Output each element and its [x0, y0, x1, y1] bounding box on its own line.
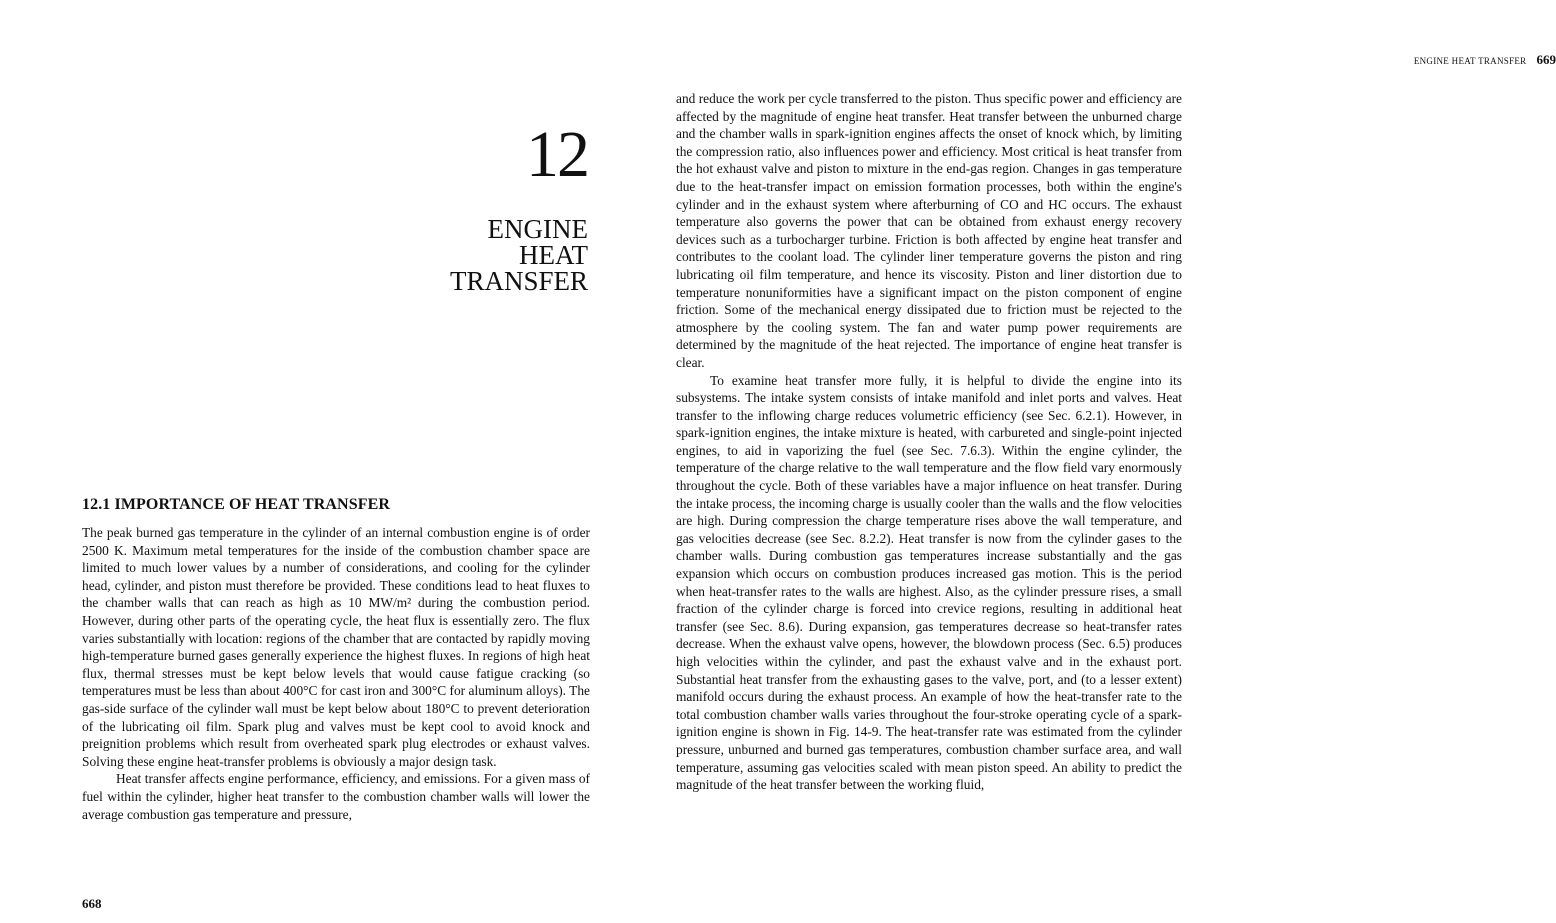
running-head-title: ENGINE HEAT TRANSFER — [1413, 56, 1527, 66]
page-number: 669 — [1536, 52, 1556, 67]
left-body-text — [82, 524, 590, 823]
paragraph: To examine heat transfer more fully, it is helpful to divide the engine into its subsystems. The intake system consists of intake manifold and inlet ports and valves. Heat transfer to the inflowing charge reduces volumetric efficiency (see Sec. 6.2.1). However, in spark-ignition engines, the intake mixture is heated, with carbureted and single-point injected engines, to aid in vaporizing the fuel (see Sec. 7.6.3). Within the engine cylinder, the temperature of the charge relative to the wall temperature and the flow field vary enormously throughout the cycle. Both of these variables have a major influence on heat transfer. During the intake process, the incoming charge is usually cooler than the walls and the flow velocities are high. During compression the charge temperature rises above the wall temperature, and gas velocities decrease (see Sec. 8.2.2). Heat transfer is now from the cylinder gases to the chamber walls. During combustion gas temperatures increase substantially and the gas expansion which occurs on combustion produces increased gas motion. This is the period when heat-transfer rates to the walls are highest. Also, as the cylinder pressure rises, a small fraction of the cylinder charge is forced into crevice regions, resulting in additional heat transfer (see Sec. 8.6). During expansion, gas temperatures decrease so heat-transfer rates decrease. When the exhaust valve opens, however, the blowdown process (Sec. 6.5) produces high velocities within the cylinder, and past the exhaust valve and in the exhaust port. Substantial heat transfer from the exhausting gases to the valve, port, and (to a lesser extent) manifold occurs during the exhaust process. An example of how the heat-transfer rate to the total combustion chamber walls varies throughout the four-stroke operating cycle of a spark-ignition engine is shown in Fig. 14-9. The heat-transfer rate was estimated from the cylinder pressure, unburned and burned gas temperatures, combustion chamber surface area, and wall temperature, assuming gas velocities scaled with mean piston speed. An ability to predict the magnitude of the heat transfer between the working fluid, — [676, 372, 1182, 793]
chapter-title-line: ENGINE — [487, 214, 588, 244]
right-page — [658, 0, 1556, 923]
paragraph: The peak burned gas temperature in the cylinder of an internal combustion engine is of order 2500 K. Maximum metal temperatures for the inside of the combustion chamber space are limited to much lower values by a number of considerations, and cooling for the cylinder head, cylinder, and piston must therefore be provided. These conditions lead to heat fluxes to the chamber walls that can reach as high as 10 MW/m² during the combustion period. However, during other parts of the operating cycle, the heat flux is essentially zero. The flux varies substantially with location: regions of the chamber that are contacted by rapidly moving high-temperature burned gases generally experience the highest fluxes. In regions of high heat flux, thermal stresses must be kept below levels that would cause fatigue cracking (so temperatures must be less than about 400°C for cast iron and 300°C for aluminum alloys). The gas-side surface of the cylinder wall must be kept below about 180°C to prevent deterioration of the lubricating oil film. Spark plug and valves must be kept cool to avoid knock and preignition problems which result from overheated spark plug electrodes or exhaust valves. Solving these engine heat-transfer problems is obviously a major design task. — [82, 525, 590, 769]
right-body-text — [676, 90, 1182, 794]
page-number: 668 — [82, 896, 102, 911]
paragraph: Heat transfer affects engine performance, efficiency, and emissions. For a given mass of fuel within the cylinder, higher heat transfer to the combustion chamber walls will lower the average combustion gas temperature and pressure, — [82, 771, 590, 822]
running-head — [1028, 52, 1556, 68]
chapter-title — [380, 216, 588, 294]
section-heading: 12.1 IMPORTANCE OF HEAT TRANSFER — [82, 496, 390, 513]
left-page — [0, 0, 658, 923]
paragraph: and reduce the work per cycle transferred to the piston. Thus specific power and efficiency are affected by the magnitude of engine heat transfer. Heat transfer between the unburned charge and the chamber walls in spark-ignition engines affects the onset of knock which, by limiting the compression ratio, also influences power and efficiency. Most critical is heat transfer from the hot exhaust valve and piston to mixture in the end-gas region. Changes in gas temperature due to the heat-transfer impact on emission formation processes, both within the engine's cylinder and in the exhaust system where afterburning of CO and HC occurs. The exhaust temperature also governs the power that can be obtained from exhaust energy recovery devices such as a turbocharger turbine. Friction is both affected by engine heat transfer and contributes to the coolant load. The cylinder liner temperature governs the piston and ring lubricating oil film temperature, and hence its viscosity. Piston and liner distortion due to temperature nonuniformities have a significant impact on the piston component of engine friction. Some of the mechanical energy dissipated due to friction must be rejected to the atmosphere by the cooling system. The fan and water pump power requirements are determined by the magnitude of the heat rejected. The importance of engine heat transfer is clear. — [676, 91, 1182, 370]
chapter-title-line: HEAT — [519, 240, 588, 270]
chapter-number: 12 — [526, 118, 588, 191]
chapter-title-line: TRANSFER — [449, 266, 588, 296]
